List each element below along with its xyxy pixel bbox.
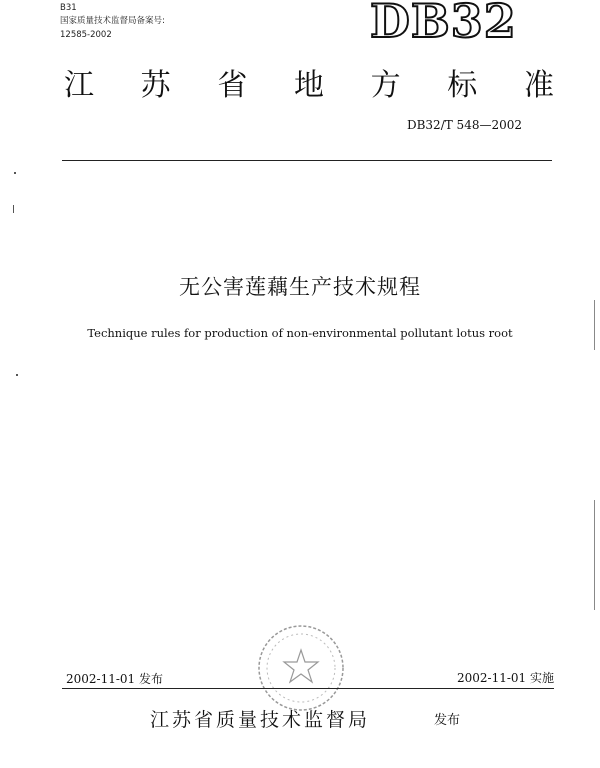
title-chinese: 无公害莲藕生产技术规程 — [179, 275, 421, 299]
filing-label: 国家质量技术监督局备案号: — [60, 16, 165, 26]
standard-name-char: 省 — [217, 68, 248, 103]
effective-date: 2002-11-01 实施 — [456, 671, 554, 685]
top-divider — [62, 160, 552, 161]
issuer-suffix: 发布 — [434, 713, 461, 728]
standard-name-char: 地 — [293, 68, 324, 103]
publish-date: 2002-11-01 发布 — [66, 672, 164, 686]
scan-speck — [13, 205, 14, 213]
scan-speck — [14, 172, 16, 174]
bottom-divider — [62, 688, 554, 689]
standard-name-char: 江 — [64, 68, 94, 103]
standard-name-char: 标 — [447, 68, 478, 103]
standard-name-char: 准 — [523, 68, 554, 103]
official-seal-stamp — [255, 622, 347, 714]
issuer-name: 江苏省质量技术监督局 — [150, 709, 371, 731]
scan-edge-mark — [594, 500, 595, 610]
filing-number: 12585-2002 — [60, 30, 112, 40]
scan-edge-mark — [594, 300, 595, 350]
standard-code: DB32/T 548—2002 — [406, 118, 522, 132]
standard-name-char: 方 — [370, 68, 401, 103]
db32-logo: DB32 — [370, 0, 517, 48]
ccs-code: B31 — [60, 3, 77, 13]
standard-name-char: 苏 — [140, 68, 171, 103]
title-english: Technique rules for production of non-environmental pollutant lotus root — [87, 326, 513, 340]
scan-speck — [16, 374, 18, 376]
standard-name — [64, 60, 554, 104]
